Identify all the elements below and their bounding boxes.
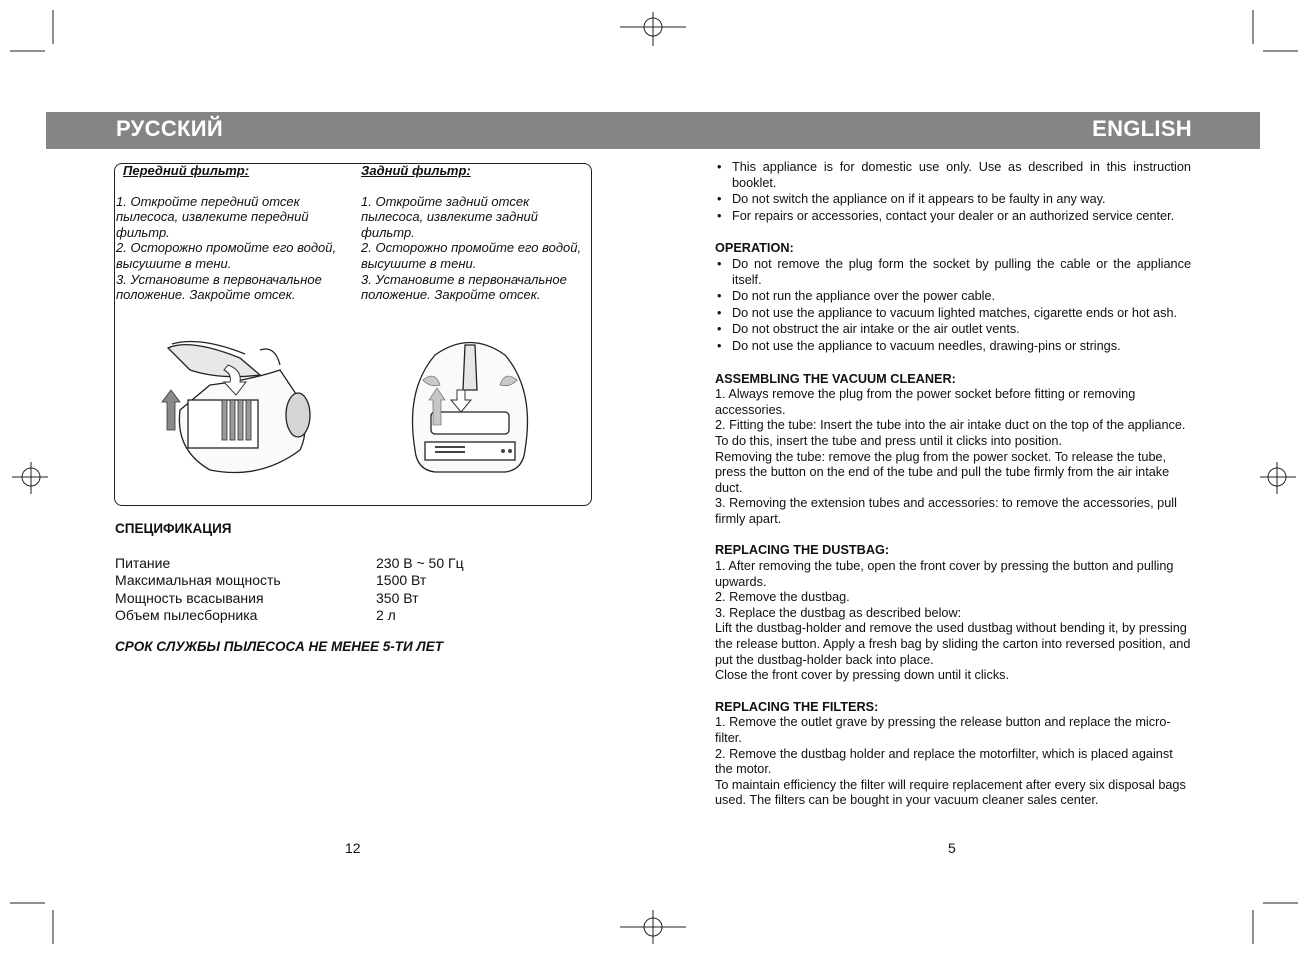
spec-label: Объем пылесборника (115, 606, 258, 623)
table-row (115, 572, 464, 589)
list-item: • Do not switch the appliance on if it appears to be faulty in any way. (717, 192, 1106, 207)
intro-bullets (715, 160, 1191, 224)
spec-value: 2 л (376, 606, 396, 623)
specification-title: СПЕЦИФИКАЦИЯ (115, 521, 232, 536)
filters-text: 1. Remove the outlet grave by pressing the release button and replace the micro-filter. (715, 715, 1171, 745)
bullet-icon: • (717, 192, 722, 207)
list-item: • Do not remove the plug form the socket by pulling the cable or the appliance itself. (717, 256, 1191, 287)
page-number-left: 12 (345, 840, 361, 856)
table-row (115, 590, 464, 607)
specification-table (115, 555, 464, 624)
operation-heading: OPERATION: (715, 241, 794, 256)
spec-label: Мощность всасывания (115, 589, 264, 606)
rear-filter-step: 2. Осторожно промойте его водой, высушите в тени. (361, 240, 582, 271)
list-item: • Do not use the appliance to vacuum needles, drawing-pins or strings. (717, 338, 1121, 353)
list-item: • Do not use the appliance to vacuum lighted matches, cigarette ends or hot ash. (717, 305, 1178, 320)
dustbag-text: Close the front cover by pressing down until it clicks. (715, 668, 1010, 683)
spec-value: 350 Вт (376, 589, 419, 606)
spec-value: 230 В ~ 50 Гц (376, 555, 464, 571)
dustbag-text: 3. Replace the dustbag as described below: (715, 605, 962, 620)
bullet-icon: • (717, 256, 722, 271)
rear-filter-illustration (405, 330, 535, 480)
bullet-icon: • (717, 289, 722, 304)
list-item: • Do not run the appliance over the power cable. (717, 289, 996, 304)
front-filter-step: 1. Откройте передний отсек пылесоса, извлеките передний фильтр. (116, 193, 309, 240)
page-number-right: 5 (948, 840, 956, 856)
russian-section-title: РУССКИЙ (116, 116, 223, 141)
rear-filter-step: 1. Откройте задний отсек пылесоса, извлеките задний фильтр. (361, 193, 538, 240)
table-row (115, 607, 464, 624)
dustbag-text: 1. After removing the tube, open the front cover by pressing the button and pulling upwards. (715, 559, 1174, 589)
language-header-bar (46, 112, 1260, 149)
front-filter-title: Передний фильтр: (123, 163, 250, 178)
spec-label: Максимальная мощность (115, 572, 281, 589)
assembling-heading: ASSEMBLING THE VACUUM CLEANER: (715, 371, 956, 386)
dustbag-heading: REPLACING THE DUSTBAG: (715, 543, 890, 558)
bullet-icon: • (717, 305, 722, 320)
operation-bullets (715, 257, 1191, 355)
filters-heading: REPLACING THE FILTERS: (715, 699, 879, 714)
bullet-icon: • (717, 338, 722, 353)
rear-filter-column (361, 163, 593, 303)
list-item: • This appliance is for domestic use only. Use as described in this instruction booklet. (717, 160, 1191, 190)
bullet-icon: • (717, 322, 722, 337)
up-arrow-icon (162, 390, 180, 430)
english-instructions (715, 160, 1191, 809)
assembling-text: 3. Removing the extension tubes and accessories: to remove the accessories, pull firmly apart. (715, 496, 1177, 526)
table-row (115, 555, 464, 572)
spec-label: Питание (115, 555, 171, 571)
rear-filter-step: 3. Установите в первоначальное положение. Закройте отсек. (361, 271, 567, 303)
bullet-icon: • (717, 208, 722, 223)
spec-value: 1500 Вт (376, 572, 427, 589)
front-filter-illustration (150, 330, 320, 480)
filters-text: 2. Remove the dustbag holder and replace the motorfilter, which is placed against the motor. (715, 746, 1173, 777)
service-life-note: СРОК СЛУЖБЫ ПЫЛЕСОСА НЕ МЕНЕЕ 5-ТИ ЛЕТ (115, 639, 443, 654)
assembling-text: Removing the tube: remove the plug from the power socket. To release the tube, press the button on the end of the tube and pull the tube firmly from the air intake duct. (715, 449, 1170, 495)
dustbag-text: Lift the dustbag-holder and remove the used dustbag without bending it, by pressing the release button. Apply a fresh bag by sliding the carton into reversed position, and put the dustbag-holder back into place. (715, 621, 1191, 667)
english-section-title: ENGLISH (1092, 116, 1192, 141)
list-item: • For repairs or accessories, contact your dealer or an authorized service center. (717, 208, 1175, 223)
front-filter-step: 2. Осторожно промойте его водой, высушите в тени. (116, 240, 337, 271)
filters-text: To maintain efficiency the filter will require replacement after every six disposal bags used. The filters can be bought in your vacuum cleaner sales center. (715, 777, 1186, 808)
list-item: • Do not obstruct the air intake or the air outlet vents. (717, 322, 1020, 337)
front-filter-column (116, 163, 351, 303)
front-filter-step: 3. Установите в первоначальное положение. Закройте отсек. (116, 271, 322, 303)
dustbag-text: 2. Remove the dustbag. (715, 590, 850, 605)
assembling-text: 1. Always remove the plug from the power socket before fitting or removing accessories. (715, 387, 1136, 417)
bullet-icon: • (717, 160, 722, 174)
rear-filter-title: Задний фильтр: (361, 163, 471, 178)
assembling-text: 2. Fitting the tube: Insert the tube into the air intake duct on the top of the appliance. To do this, insert the tube and press until it clicks into position. (715, 418, 1186, 448)
